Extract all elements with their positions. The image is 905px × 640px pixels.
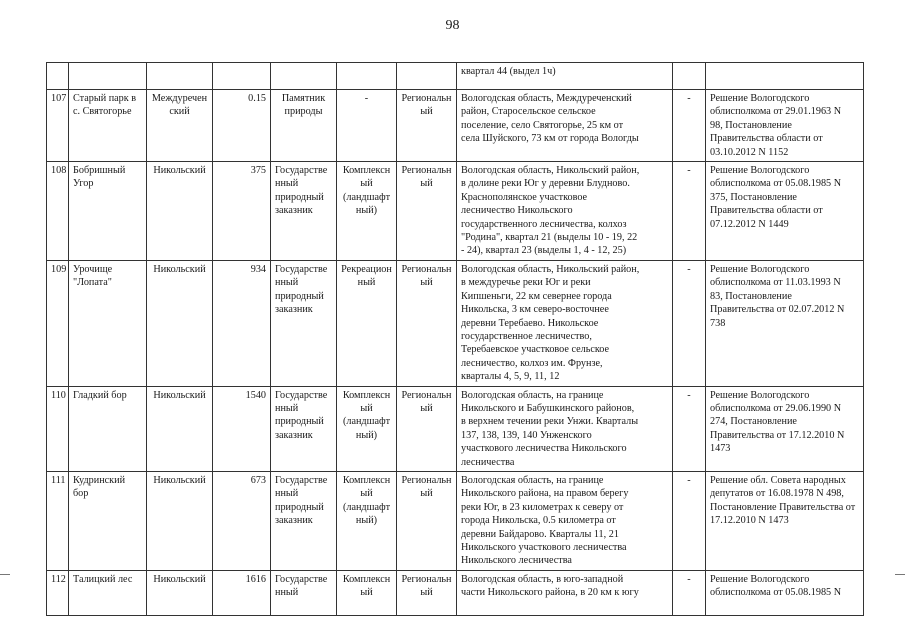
table-row bbox=[47, 570, 864, 615]
district: Никольский bbox=[147, 260, 213, 386]
location: Вологодская область, на границе Никольского района, на правом берегу реки Юг, в 23 километрах к северу от города Никольска, 0.5 километра от деревни Байдарово. Кварталы 11, 21 Никольского участкового лесничества Никольского лесничества bbox=[457, 471, 673, 570]
profile: - bbox=[337, 90, 397, 162]
category: Памятник природы bbox=[271, 90, 337, 162]
row-number: 107 bbox=[47, 90, 69, 162]
row-number: 110 bbox=[47, 386, 69, 471]
row-number: 109 bbox=[47, 260, 69, 386]
table-row bbox=[47, 260, 864, 386]
district: Никольский bbox=[147, 471, 213, 570]
district bbox=[147, 63, 213, 90]
area-size bbox=[213, 63, 271, 90]
profile bbox=[337, 63, 397, 90]
row-number bbox=[47, 63, 69, 90]
area-size: 1616 bbox=[213, 570, 271, 615]
category: Государстве нный bbox=[271, 570, 337, 615]
legal-document: Решение Вологодского облисполкома от 05.08.1985 N bbox=[706, 570, 864, 615]
legal-document: Решение Вологодского облисполкома от 29.06.1990 N 274, Постановление Правительства от 17.12.2010 N 1473 bbox=[706, 386, 864, 471]
profile: Комплексн ый (ландшафт ный) bbox=[337, 471, 397, 570]
significance: Региональн ый bbox=[397, 570, 457, 615]
page-number: 98 bbox=[445, 18, 460, 33]
area-name bbox=[69, 63, 147, 90]
area-name: Бобришный Угор bbox=[69, 162, 147, 261]
margin-tick-left bbox=[0, 574, 10, 575]
security-zone: - bbox=[673, 471, 706, 570]
area-size: 673 bbox=[213, 471, 271, 570]
row-number: 111 bbox=[47, 471, 69, 570]
table-row bbox=[47, 162, 864, 261]
profile: Комплексн ый bbox=[337, 570, 397, 615]
area-name: Старый парк в с. Святогорье bbox=[69, 90, 147, 162]
security-zone: - bbox=[673, 570, 706, 615]
row-number: 108 bbox=[47, 162, 69, 261]
row-number: 112 bbox=[47, 570, 69, 615]
profile: Комплексн ый (ландшафт ный) bbox=[337, 162, 397, 261]
category bbox=[271, 63, 337, 90]
security-zone bbox=[673, 63, 706, 90]
protected-areas-table bbox=[46, 62, 864, 616]
category: Государстве нный природный заказник bbox=[271, 260, 337, 386]
area-size: 375 bbox=[213, 162, 271, 261]
location: Вологодская область, Междуреченский район, Старосельское сельское поселение, село Святогорье, 25 км от села Шуйского, 73 км от города Вологды bbox=[457, 90, 673, 162]
security-zone: - bbox=[673, 260, 706, 386]
significance: Региональн ый bbox=[397, 386, 457, 471]
district: Никольский bbox=[147, 386, 213, 471]
area-name: Кудринский бор bbox=[69, 471, 147, 570]
category: Государстве нный природный заказник bbox=[271, 471, 337, 570]
significance: Региональн ый bbox=[397, 471, 457, 570]
category: Государстве нный природный заказник bbox=[271, 162, 337, 261]
security-zone: - bbox=[673, 90, 706, 162]
profile: Комплексн ый (ландшафт ный) bbox=[337, 386, 397, 471]
location: Вологодская область, Никольский район, в долине реки Юг у деревни Блудново. Краснополянское участковое лесничество Никольского государственного лесничества, колхоз "Родина", квартал 21 (выделы 10 - 19, 22 - 24), квартал 23 (выделы 1, 4 - 12, 25) bbox=[457, 162, 673, 261]
location: Вологодская область, в юго-западной части Никольского района, в 20 км к югу bbox=[457, 570, 673, 615]
location: Вологодская область, Никольский район, в междуречье реки Юг и реки Кипшеньги, 22 км севернее города Никольска, 3 км северо-восточнее деревни Теребаево. Никольское государственное лесничество, Теребаевское участковое сельское лесничество, колхоз им. Фрунзе, кварталы 4, 5, 9, 11, 12 bbox=[457, 260, 673, 386]
area-size: 934 bbox=[213, 260, 271, 386]
location: квартал 44 (выдел 1ч) bbox=[457, 63, 673, 90]
table-row bbox=[47, 386, 864, 471]
legal-document bbox=[706, 63, 864, 90]
legal-document: Решение обл. Совета народных депутатов от 16.08.1978 N 498, Постановление Правительства от 17.12.2010 N 1473 bbox=[706, 471, 864, 570]
significance: Региональн ый bbox=[397, 162, 457, 261]
area-name: Урочище "Лопата" bbox=[69, 260, 147, 386]
area-name: Гладкий бор bbox=[69, 386, 147, 471]
significance bbox=[397, 63, 457, 90]
table-row bbox=[47, 90, 864, 162]
legal-document: Решение Вологодского облисполкома от 05.08.1985 N 375, Постановление Правительства области от 07.12.2012 N 1449 bbox=[706, 162, 864, 261]
margin-tick-right bbox=[895, 574, 905, 575]
significance: Региональн ый bbox=[397, 260, 457, 386]
table-row bbox=[47, 63, 864, 90]
security-zone: - bbox=[673, 162, 706, 261]
district: Никольский bbox=[147, 570, 213, 615]
district: Междуречен ский bbox=[147, 90, 213, 162]
legal-document: Решение Вологодского облисполкома от 29.01.1963 N 98, Постановление Правительства области от 03.10.2012 N 1152 bbox=[706, 90, 864, 162]
district: Никольский bbox=[147, 162, 213, 261]
area-size: 0.15 bbox=[213, 90, 271, 162]
category: Государстве нный природный заказник bbox=[271, 386, 337, 471]
legal-document: Решение Вологодского облисполкома от 11.03.1993 N 83, Постановление Правительства от 02.07.2012 N 738 bbox=[706, 260, 864, 386]
significance: Региональн ый bbox=[397, 90, 457, 162]
location: Вологодская область, на границе Никольского и Бабушкинского районов, в верхнем течении реки Унжи. Кварталы 137, 138, 139, 140 Унженского участкового лесничества Никольского лесничества bbox=[457, 386, 673, 471]
area-size: 1540 bbox=[213, 386, 271, 471]
table-row bbox=[47, 471, 864, 570]
security-zone: - bbox=[673, 386, 706, 471]
area-name: Талицкий лес bbox=[69, 570, 147, 615]
profile: Рекреацион ный bbox=[337, 260, 397, 386]
